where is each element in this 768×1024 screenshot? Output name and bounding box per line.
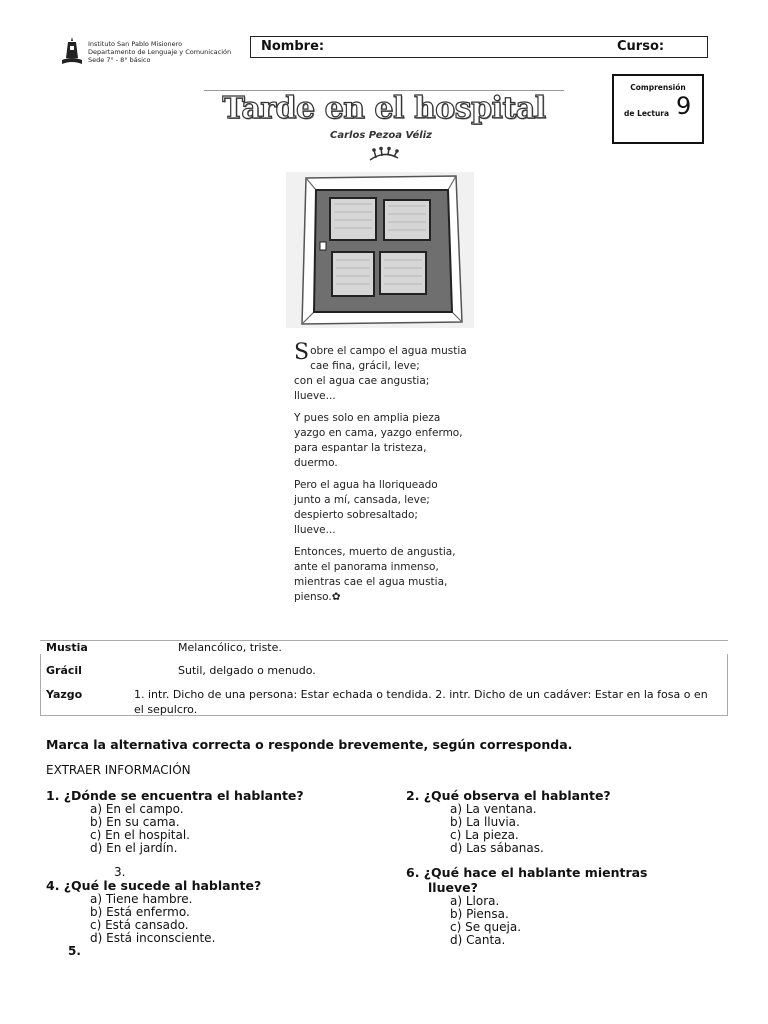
poem-line: yazgo en cama, yazgo enfermo,	[294, 427, 463, 439]
stanza	[294, 545, 494, 605]
poem-line: cae fina, grácil, leve;	[310, 360, 420, 372]
poem-author: Carlos Pezoa Véliz	[330, 130, 432, 141]
answer-option[interactable]: b) La lluvia.	[450, 815, 520, 829]
poem-line: ante el panorama inmenso,	[294, 561, 439, 573]
worksheet-number: 9	[676, 92, 692, 120]
name-course-box[interactable]	[250, 36, 708, 58]
institution-line: Sede 7° - 8° básico	[88, 56, 151, 64]
poem-line: junto a mí, cansada, leve;	[294, 494, 430, 506]
glossary-term: Mustia	[46, 641, 88, 654]
poem-line: mientras cae el agua mustia,	[294, 576, 448, 588]
poem-line-text: pienso.	[294, 591, 332, 603]
drop-cap: S	[294, 340, 310, 365]
answer-option[interactable]: a) Tiene hambre.	[90, 892, 193, 906]
glossary-table	[40, 640, 728, 716]
stanza	[294, 340, 494, 404]
stanza	[294, 478, 494, 538]
answer-option[interactable]: a) La ventana.	[450, 802, 537, 816]
question-text: 4. ¿Qué le sucede al hablante?	[46, 878, 262, 893]
answer-option[interactable]: b) Está enfermo.	[90, 905, 190, 919]
answer-option[interactable]: c) En el hospital.	[90, 828, 190, 842]
poem-line: Entonces, muerto de angustia,	[294, 546, 456, 558]
stray-number: 3.	[114, 865, 126, 879]
question-2	[406, 788, 611, 855]
flower-end-icon: ✿	[331, 591, 341, 603]
poem-line: duermo.	[294, 457, 338, 469]
poem-body	[294, 340, 494, 612]
poem-line: obre el campo el agua mustia	[310, 345, 467, 357]
institution-logo	[60, 36, 84, 66]
poem-line: con el agua cae angustia;	[294, 375, 430, 387]
institution-line: Instituto San Pablo Misionero	[88, 40, 183, 48]
reading-comprehension-box	[612, 74, 704, 144]
poem-line: llueve...	[294, 390, 336, 402]
question-1	[46, 788, 304, 855]
answer-option[interactable]: c) La pieza.	[450, 828, 519, 842]
poem-line: Pero el agua ha lloriqueado	[294, 479, 438, 491]
answer-option[interactable]: a) En el campo.	[90, 802, 184, 816]
answer-option[interactable]: d) Las sábanas.	[450, 841, 544, 855]
poem-line: Y pues solo en amplia pieza	[294, 412, 441, 424]
stanza	[294, 411, 494, 471]
lectura-label: de Lectura	[624, 109, 670, 118]
institution-info	[88, 40, 231, 64]
question-text: 6. ¿Qué hace el hablante mientras	[406, 865, 648, 880]
poem-line: para espantar la tristeza,	[294, 442, 427, 454]
name-label: Nombre:	[261, 39, 325, 54]
section-heading: EXTRAER INFORMACIÓN	[46, 763, 191, 777]
question-text: 1. ¿Dónde se encuentra el hablante?	[46, 788, 304, 803]
comprension-label: Comprensión	[630, 83, 686, 92]
answer-option[interactable]: d) Canta.	[450, 933, 506, 947]
question-text: 2. ¿Qué observa el hablante?	[406, 788, 611, 803]
answer-option[interactable]: c) Está cansado.	[90, 918, 189, 932]
poem-title: Tarde en el hospital	[204, 90, 564, 126]
question-text: llueve?	[428, 880, 478, 895]
answer-option[interactable]: c) Se queja.	[450, 920, 522, 934]
question-6	[406, 865, 648, 947]
course-label: Curso:	[617, 39, 665, 54]
instructions: Marca la alternativa correcta o responde brevemente, según corresponda.	[46, 737, 573, 752]
window-illustration	[286, 172, 474, 328]
poem-line	[294, 590, 494, 605]
poem-line: llueve...	[294, 524, 336, 536]
answer-option[interactable]: d) Está inconsciente.	[90, 931, 216, 945]
institution-line: Departamento de Lenguaje y Comunicación	[88, 48, 232, 56]
glossary-definition: Melancólico, triste.	[178, 641, 282, 654]
glossary-term: Grácil	[46, 664, 82, 677]
answer-option[interactable]: b) Piensa.	[450, 907, 509, 921]
glossary-definition: Sutil, delgado o menudo.	[178, 664, 316, 677]
glossary-term: Yazgo	[46, 688, 83, 701]
answer-option[interactable]: a) Llora.	[450, 894, 500, 908]
flower-ornament-icon	[366, 146, 402, 162]
glossary-definition: 1. intr. Dicho de una persona: Estar echada o tendida. 2. intr. Dicho de un cadáver: Estar en la fosa o en el sepulcro.	[134, 688, 708, 716]
question-4	[46, 878, 261, 945]
answer-option[interactable]: d) En el jardín.	[90, 841, 178, 855]
stray-number: 5.	[68, 944, 81, 958]
poem-line: despierto sobresaltado;	[294, 509, 418, 521]
answer-option[interactable]: b) En su cama.	[90, 815, 180, 829]
